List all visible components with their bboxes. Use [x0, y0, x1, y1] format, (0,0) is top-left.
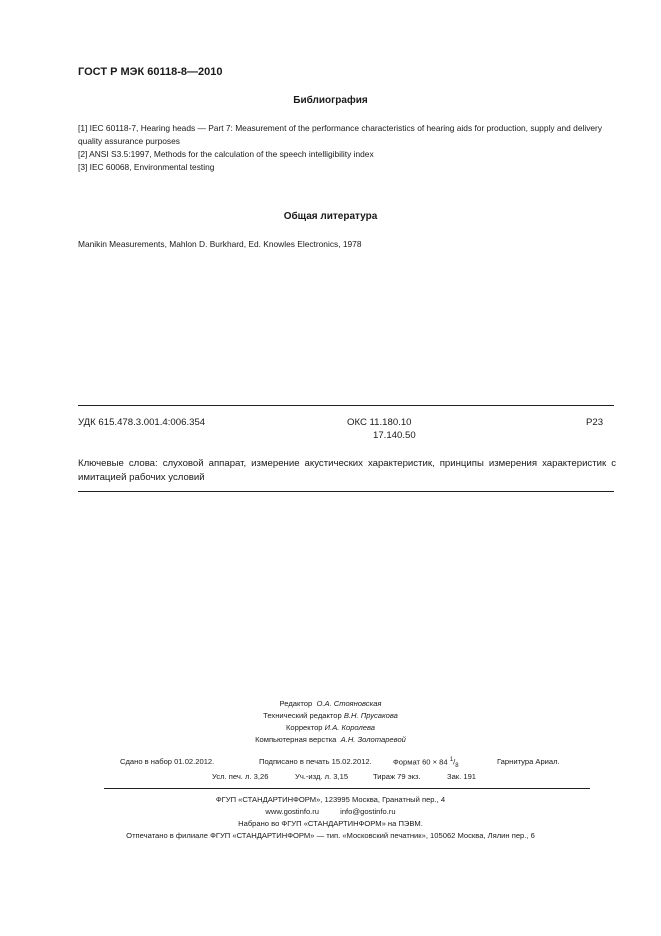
publisher-website[interactable]: www.gostinfo.ru [265, 807, 320, 816]
imprint-submitted: Сдано в набор 01.02.2012. [120, 757, 215, 766]
divider [104, 788, 590, 789]
credit-tech-editor: Технический редактор В.Н. Прусакова [263, 711, 398, 720]
credit-corrector: Корректор И.А. Королева [285, 723, 376, 732]
keywords: Ключевые слова: слуховой аппарат, измерение акустических характеристик, принципы измерения характеристик с имитацией рабочих условий [78, 458, 616, 483]
imprint-format: Формат 60 × 84 $^1/_8$ [393, 757, 459, 770]
credit-editor: Редактор О.А. Стояновская [279, 699, 382, 708]
imprint-pub-sheets: Уч.-изд. л. 3,15 [295, 772, 349, 781]
oks-code: ОКС 11.180.10 [347, 417, 412, 428]
bibliography-item: [2] ANSI S3.5:1997, Methods for the calculation of the speech intelligibility index [78, 149, 374, 159]
classification-code: Р23 [586, 417, 604, 428]
imprint-order: Зак. 191 [447, 772, 477, 781]
literature-text: Manikin Measurements, Mahlon D. Burkhard, Ed. Knowles Electronics, 1978 [78, 239, 362, 249]
publisher-typeset: Набрано во ФГУП «СТАНДАРТИНФОРМ» на ПЭВМ. [238, 819, 423, 828]
divider [78, 405, 614, 406]
imprint-circulation: Тираж 79 экз. [373, 772, 421, 781]
publisher-address: ФГУП «СТАНДАРТИНФОРМ», 123995 Москва, Гранатный пер., 4 [215, 795, 446, 804]
literature-title: Общая литература [283, 211, 378, 222]
divider [78, 491, 614, 492]
bibliography-item: [1] IEC 60118-7, Hearing heads — Part 7: Measurement of the performance characteristics of hearing aids for production, supply and delivery quality assurance purposes [78, 123, 603, 146]
document-id: ГОСТ Р МЭК 60118-8—2010 [78, 66, 223, 78]
imprint-print-sheets: Усл. печ. л. 3,26 [212, 772, 269, 781]
bibliography-title: Библиография [293, 95, 368, 106]
publisher-contacts [0, 807, 661, 816]
oks-code-2: 17.140.50 [373, 430, 416, 441]
bibliography-item: [3] IEC 60068, Environmental testing [78, 162, 215, 172]
credit-layout: Компьютерная верстка А.Н. Золотаревой [255, 735, 406, 744]
udk-code: УДК 615.478.3.001.4:006.354 [78, 417, 206, 428]
publisher-printed: Отпечатано в филиале ФГУП «СТАНДАРТИНФОРМ» — тип. «Московский печатник», 105062 Москва, Лялин пер., 6 [126, 831, 535, 840]
publisher-email[interactable]: info@gostinfo.ru [340, 807, 396, 816]
imprint-typeface: Гарнитура Ариал. [497, 757, 560, 766]
imprint-signed: Подписано в печать 15.02.2012. [259, 757, 372, 766]
